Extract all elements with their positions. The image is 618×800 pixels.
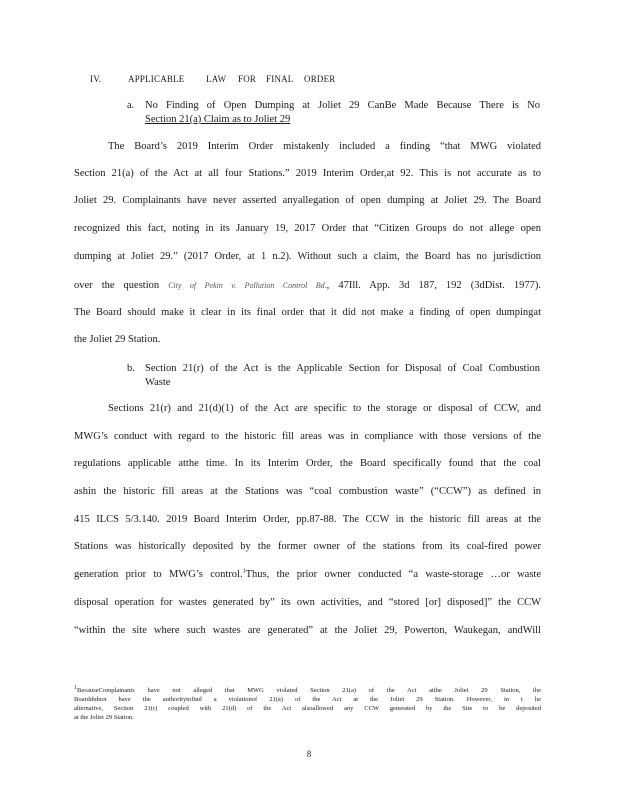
paragraph-line: “within the site where such wastes are generated” at the Joliet 29, Powerton, Waukegan, andWill xyxy=(74,625,541,636)
paragraph-line: The Board should make it clear in its final order that it did not make a finding of open dumpingat xyxy=(74,307,541,318)
footnote-line: at the Joliet 29 Station. xyxy=(74,714,134,721)
paragraph-line: regulations applicable atthe time. In its Interim Order, the Board specifically found that the coal xyxy=(74,458,541,469)
paragraph-line: 415 ILCS 5/3.140. 2019 Board Interim Order, pp.87-88. The CCW in the historic fill areas at the xyxy=(74,514,541,525)
footnote-line: alternative, Section 21(r) coupled with 21(d) of the Act alsoallowed any CCW generated by the Site to be deposited xyxy=(74,705,541,712)
subsection-title: Section 21(r) of the Act is the Applicable Section for Disposal of Coal Combustion xyxy=(145,363,540,374)
paragraph-line-footnote-ref xyxy=(74,569,541,580)
case-name: City of Pekin v. Pollution Control Bd. xyxy=(168,281,327,290)
paragraph-line: recognized this fact, noting in its January 19, 2017 Order that “Citizen Groups do not allege open xyxy=(74,223,541,234)
sentence-end: generation prior to MWG’s control. xyxy=(74,569,243,580)
footnote-block xyxy=(74,686,541,722)
footnote-line xyxy=(74,686,541,695)
subsection-title: No Finding of Open Dumping at Joliet 29 CanBe Made Because There is No xyxy=(145,100,540,111)
paragraph-line: Sections 21(r) and 21(d)(1) of the Act are specific to the storage or disposal of CCW, and xyxy=(108,403,541,414)
paragraph-line: Joliet 29. Complainants have never asserted anyallegation of open dumping at Joliet 29. The Board xyxy=(74,195,541,206)
paragraph-line-citation xyxy=(74,280,541,291)
heading-word: APPLICABLE xyxy=(128,74,185,84)
subsection-label: b. xyxy=(127,363,135,374)
paragraph-line: ashin the historic fill areas at the Stations was “coal combustion waste” (“CCW”) as defined in xyxy=(74,486,541,497)
heading-word: ORDER xyxy=(304,74,336,84)
footnote-line: Boarddidnot have the authoritytofind a violationof 21(a) of the Act at the Joliet 29 Station. However, in t he xyxy=(74,696,541,703)
paragraph-line: Stations was historically deposited by the former owner of the stations from its coal-fired power xyxy=(74,541,541,552)
paragraph-line: the Joliet 29 Station. xyxy=(74,334,161,345)
footnote-text: BecauseComplainants have not alleged that MWG violated Section 21(a) of the Act atthe Joliet 29 Station, the xyxy=(77,687,541,694)
sentence-start: Thus, the prior owner conducted “a waste-storage …or waste xyxy=(245,569,541,580)
heading-word: FINAL xyxy=(266,74,294,84)
paragraph-line: MWG’s conduct with regard to the historic fill areas was in compliance with those versions of the xyxy=(74,431,541,442)
heading-word: FOR xyxy=(238,74,257,84)
subsection-title: Section 21(a) Claim as to Joliet 29 xyxy=(145,114,291,125)
heading-word: LAW xyxy=(206,74,227,84)
subsection-title: Waste xyxy=(145,377,171,388)
paragraph-line: dumping at Joliet 29.” (2017 Order, at 1 n.2). Without such a claim, the Board has no jurisdiction xyxy=(74,251,541,262)
heading-number: IV. xyxy=(90,74,102,84)
paragraph-line: Section 21(a) of the Act at all four Stations.” 2019 Interim Order,at 92. This is not accurate as to xyxy=(74,168,541,179)
page-number: 8 xyxy=(306,749,312,759)
paragraph-line: The Board’s 2019 Interim Order mistakenly included a finding “that MWG violated xyxy=(108,141,541,152)
footnote-reference[interactable]: 1 xyxy=(242,568,246,575)
paragraph-line: disposal operation for wastes generated by” its own activities, and “stored [or] disposed]” the CCW xyxy=(74,597,541,608)
subsection-label: a. xyxy=(127,100,135,111)
footnote-mark: 1 xyxy=(74,684,77,691)
citation-prefix: over the question xyxy=(74,280,160,291)
citation-reference: , 47Ill. App. 3d 187, 192 (3dDist. 1977). xyxy=(326,280,541,291)
